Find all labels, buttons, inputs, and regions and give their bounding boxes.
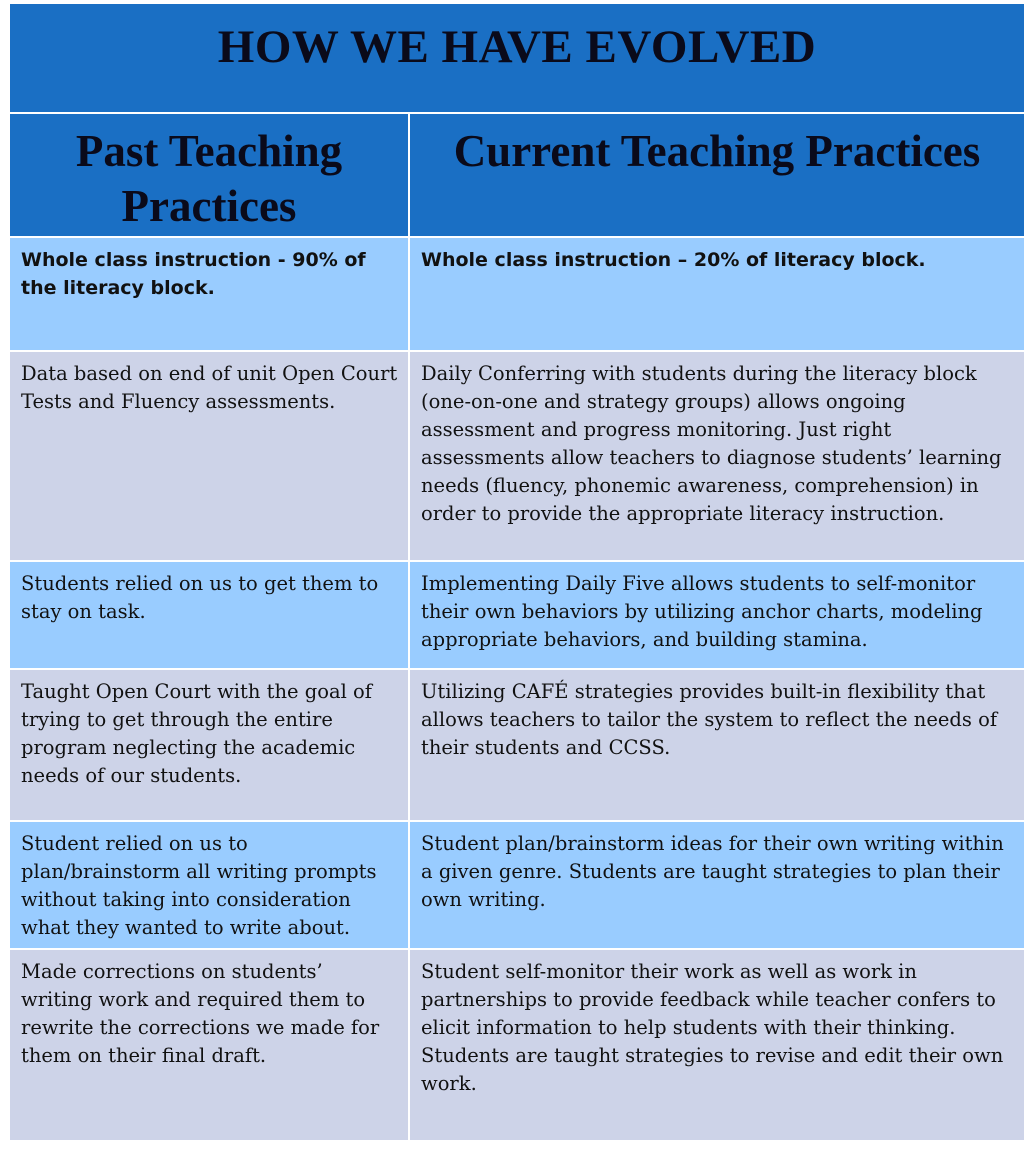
past-cell: Taught Open Court with the goal of trying to get through the entire program neglecting the academic needs of our students. — [9, 669, 409, 821]
past-cell: Made corrections on students’ writing work and required them to rewrite the corrections we made for them on their final draft. — [9, 949, 409, 1141]
table-row — [9, 949, 1025, 1141]
current-cell: Utilizing CAFÉ strategies provides built-in flexibility that allows teachers to tailor the system to reflect the needs of their students and CCSS. — [409, 669, 1025, 821]
past-cell: Students relied on us to get them to stay on task. — [9, 561, 409, 669]
table-row — [9, 351, 1025, 561]
current-cell: Student self-monitor their work as well as work in partnerships to provide feedback while teacher confers to elicit information to help students with their thinking. Students are taught strategies to revise and edit their own work. — [409, 949, 1025, 1141]
table-row — [9, 669, 1025, 821]
page-title: HOW WE HAVE EVOLVED — [217, 21, 817, 73]
current-cell: Daily Conferring with students during the literacy block (one-on-one and strategy groups) allows ongoing assessment and progress monitoring. Just right assessments allow teachers to diagnose students’ learning needs (fluency, phonemic awareness, comprehension) in order to provide the appropriate literacy instruction. — [409, 351, 1025, 561]
title-row — [9, 3, 1025, 113]
comparison-document — [8, 2, 1024, 1142]
comparison-table — [8, 2, 1026, 1142]
header-current — [409, 113, 1025, 237]
current-cell: Implementing Daily Five allows students to self-monitor their own behaviors by utilizing anchor charts, modeling appropriate behaviors, and building stamina. — [409, 561, 1025, 669]
current-cell: Whole class instruction – 20% of literacy block. — [409, 237, 1025, 351]
past-cell: Data based on end of unit Open Court Tests and Fluency assessments. — [9, 351, 409, 561]
table-row — [9, 237, 1025, 351]
past-cell: Whole class instruction - 90% of the literacy block. — [9, 237, 409, 351]
table-row — [9, 821, 1025, 949]
header-current-label: Current Teaching Practices — [453, 126, 981, 176]
header-row — [9, 113, 1025, 237]
title-cell — [9, 3, 1025, 113]
current-cell: Student plan/brainstorm ideas for their own writing within a given genre. Students are taught strategies to plan their own writing. — [409, 821, 1025, 949]
header-past — [9, 113, 409, 237]
header-past-label: Past Teaching Practices — [75, 126, 343, 231]
past-cell: Student relied on us to plan/brainstorm all writing prompts without taking into consideration what they wanted to write about. — [9, 821, 409, 949]
table-row — [9, 561, 1025, 669]
